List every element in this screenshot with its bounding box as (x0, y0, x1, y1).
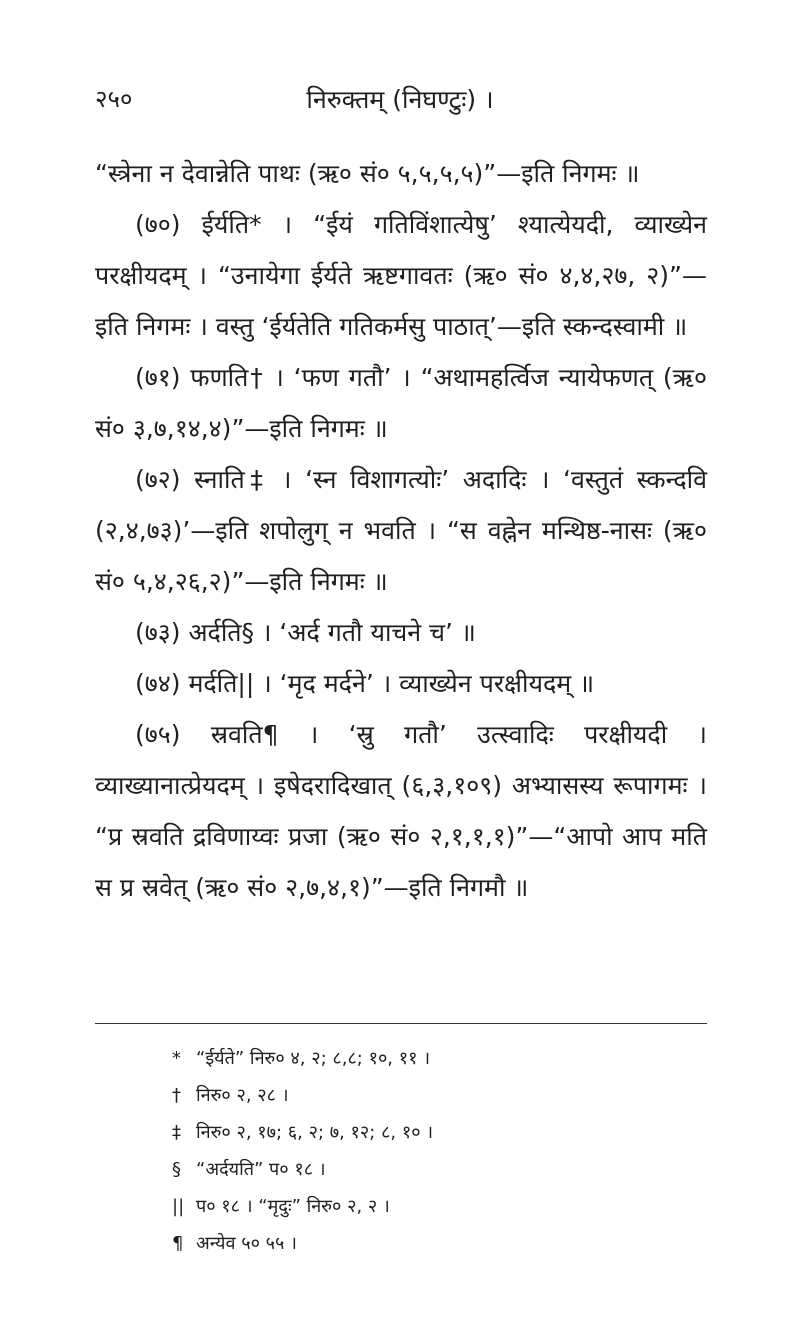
paragraph: (७५) स्रवति¶ । ‘स्रु गतौ’ उत्स्वादिः परक्षीयदी । व्याख्यानात्प्रेयदम् । इषेदरादिखात् (६,३,१०९) अभ्यासस्य रूपागमः । “प्र स्रवति द्रविणाय्वः प्रजा (ऋ० सं० २,१,१,१)”—“आपो आप मति स प्र स्रवेत् (ऋ० सं० २,७,४,१)”—इति निगमौ ॥ (95, 720, 707, 902)
footnote (172, 1114, 692, 1151)
footnote-text: प० १८ । “मृदुः” निरु० २, २ । (196, 1196, 390, 1217)
paragraph: (७३) अर्दति§ । ‘अर्द गतौ याचने च’ ॥ (135, 618, 476, 647)
paragraph: (७४) मर्दति|| । ‘मृद मर्दने’ । व्याख्येन परक्षीयदम् ॥ (135, 669, 595, 698)
page-header (0, 82, 800, 122)
footnote (172, 1040, 692, 1077)
footnote-mark: || (172, 1196, 185, 1217)
paragraph: (७२) स्नाति‡ । ‘स्न विशागत्योः’ अदादिः । ‘वस्तुतं स्कन्दवि (२,४,७३)’—इति शपोलुग् न भवति । “स वह्नेन मन्थिष्ठ-नासः (ऋ० सं० ५,४,२६,२)”—इति निगमः ॥ (95, 465, 707, 596)
footnote (172, 1225, 692, 1262)
paragraph: (७१) फणति† । ‘फण गतौ’ । “अथामहर्त्विज न्यायेफणत् (ऋ० सं० ३,७,१४,४)”—इति निगमः ॥ (95, 363, 707, 443)
footnote (172, 1188, 692, 1225)
footnote-text: निरु० २, १७; ६, २; ७, १२; ८, १० । (196, 1122, 434, 1143)
footnote-mark: † (172, 1085, 181, 1106)
footnote-text: “ईर्यते” निरु० ४, २; ८,८; १०, ११ । (196, 1048, 431, 1069)
paragraph: (७०) ईर्यति* । “ईयं गतिविंशात्येषु’ श्यात्येयदी, व्याख्येन परक्षीयदम् । “उनायेगा ईर्यते ऋष्टगावतः (ऋ० सं० ४,४,२७, २)”—इति निगमः । वस्तु ‘ईर्यतेति गतिकर्मसु पाठात्’—इति स्कन्दस्वामी ॥ (95, 210, 707, 341)
footnote-mark: § (172, 1159, 181, 1180)
main-text (95, 148, 707, 913)
page-number: २५० (95, 85, 133, 113)
footnote-text: “अर्दयति” प० १८ । (196, 1159, 326, 1180)
footnote (172, 1077, 692, 1114)
footnote-text: अन्येव ५० ५५ । (196, 1233, 297, 1254)
footnote-text: निरु० २, २८ । (196, 1085, 289, 1106)
paragraph: “स्त्रेना न देवान्नेति पाथः (ऋ० सं० ५,५,५,५)”—इति निगमः ॥ (95, 159, 640, 188)
footnote (172, 1151, 692, 1188)
footnote-mark: * (172, 1048, 181, 1069)
footnote-mark: ‡ (172, 1122, 181, 1143)
running-title: निरुक्तम् (निघण्टुः) । (306, 85, 494, 114)
footnotes (172, 1040, 692, 1262)
footnote-divider (95, 1023, 707, 1024)
footnote-mark: ¶ (172, 1233, 184, 1254)
